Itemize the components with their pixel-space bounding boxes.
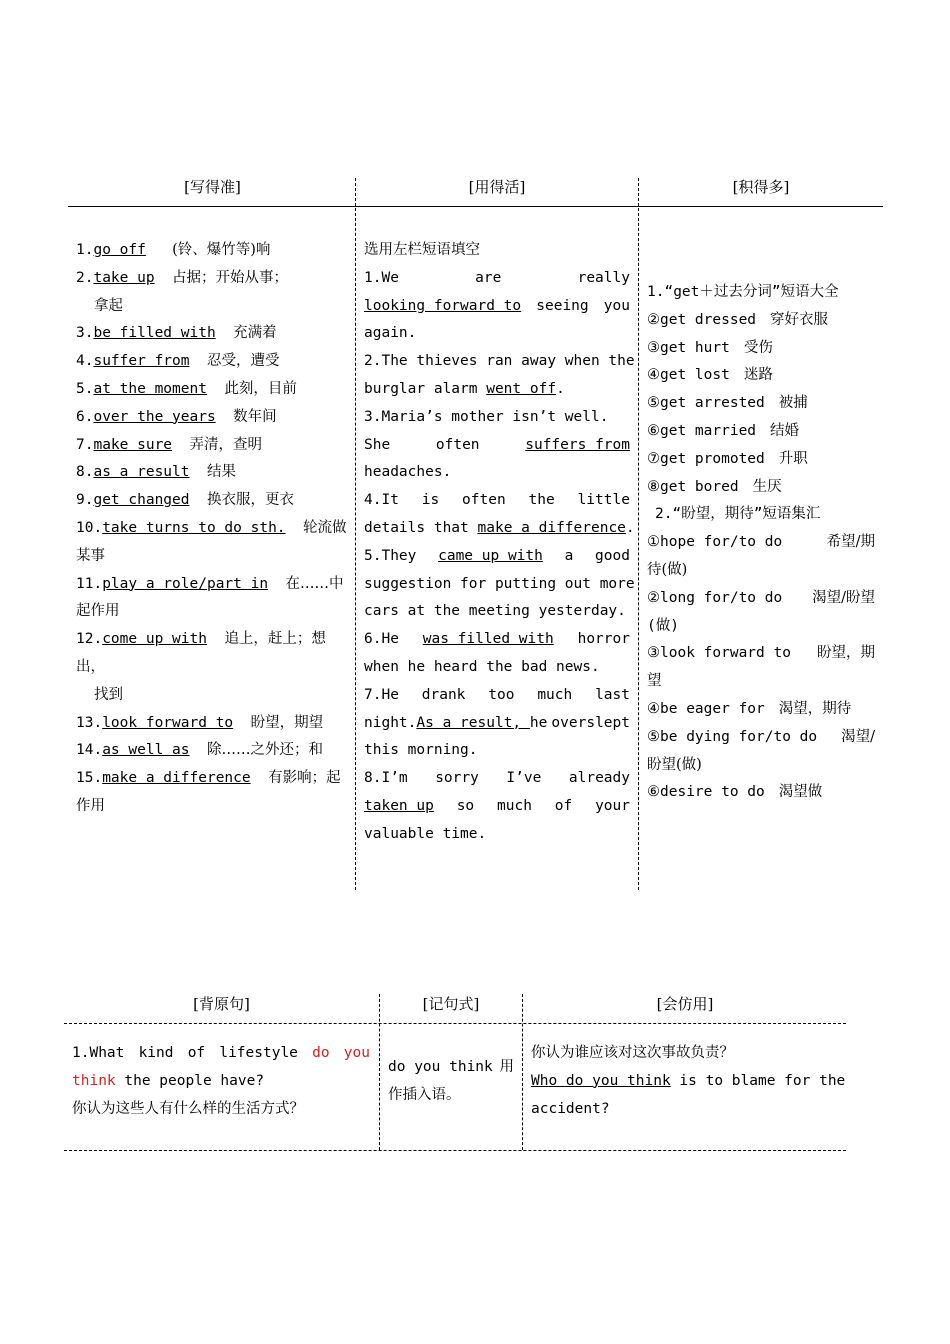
- list-item: 13.look forward to 盼望，期望: [76, 714, 324, 731]
- sentence-1-line-3: again.: [364, 325, 417, 342]
- list-item: 2.take up 占据；开始从事；: [76, 269, 289, 286]
- list-item: 9.get changed 换衣服，更衣: [76, 492, 294, 509]
- header-hui-fang-yong: [会仿用]: [656, 995, 714, 1013]
- list-item: ③get hurt 受伤: [647, 339, 773, 356]
- header-xie-de-zhun: [写得准]: [184, 178, 241, 196]
- imitation-prompt: 你认为谁应该对这次事故负责？: [531, 1045, 734, 1061]
- header-ji-ju-shi: [记句式]: [422, 995, 480, 1013]
- sentence-2-line-1: 2.The thieves ran away when the: [364, 353, 635, 370]
- list-item: 5.at the moment 此刻，目前: [76, 380, 297, 397]
- sentence-3-line-3: headaches.: [364, 464, 452, 481]
- list-item: ⑤get arrested 被捕: [647, 395, 808, 412]
- header-yong-de-huo: [用得活]: [468, 178, 526, 196]
- list-item-cont: 起作用: [76, 603, 120, 620]
- list-item: 4.suffer from 忍受，遭受: [76, 353, 280, 370]
- bottom-divider-2: [522, 994, 523, 1150]
- sentence-1-line-1: 1.We are really: [364, 269, 630, 286]
- list-item: 10.take turns to do sth. 轮流做: [76, 519, 347, 536]
- sentence-2-line-2: burglar alarm went off.: [364, 380, 565, 397]
- top-table-rule: [68, 206, 883, 207]
- list-item-cont: 待(做): [647, 561, 688, 578]
- list-item: 3.be filled with 充满着: [76, 325, 277, 342]
- list-item: 12.come up with 追上，赶上；想: [76, 631, 326, 648]
- sentence-8-line-1: 8.I’m sorry I’ve already: [364, 770, 630, 787]
- sentence-5-line-2: suggestion for putting out more: [364, 575, 635, 592]
- sentence-7-line-1: 7.He drank too much last: [364, 686, 630, 703]
- list-item: ②long for/to do 渴望/盼望: [647, 589, 875, 606]
- phrase-list: [76, 237, 348, 821]
- top-divider-2: [638, 178, 639, 890]
- list-item-cont: 望: [647, 673, 662, 690]
- list-item-cont: 作用: [76, 797, 105, 814]
- list-item: ⑤be dying for/to do 渴望/: [647, 728, 875, 745]
- list-item-cont: (做): [647, 617, 679, 634]
- sentence-line-1: 1.What kind of lifestyle do you: [72, 1045, 370, 1061]
- section-title-expect: 2.“盼望，期待”短语集汇: [655, 506, 821, 523]
- sentence-3-line-1: 3.Maria’s mother isn’t well.: [364, 408, 609, 425]
- section-title-get: 1.“get＋过去分词”短语大全: [647, 284, 839, 300]
- exercise-title: 选用左栏短语填空: [364, 242, 480, 258]
- imitation-sentence: [531, 1040, 846, 1123]
- list-item: ④be eager for 渴望，期待: [647, 700, 852, 717]
- list-item: 15.make a difference 有影响；起: [76, 770, 341, 787]
- bottom-table-rule-top: [64, 1023, 846, 1024]
- sentence-8-line-2: taken up so much of your: [364, 797, 630, 814]
- list-item-cont: 盼望(做): [647, 756, 702, 773]
- list-item: ⑧get bored 生厌: [647, 478, 782, 495]
- pattern-line-1: do you think 用: [388, 1059, 514, 1075]
- list-item: 1.go off (铃、爆竹等)响: [76, 242, 271, 258]
- sentence-pattern: [388, 1054, 514, 1110]
- bottom-table-rule-bottom: [64, 1150, 846, 1151]
- header-ji-de-duo: [积得多]: [732, 178, 790, 196]
- sentence-3-line-2: She often suffers from: [364, 436, 630, 453]
- list-item: 8.as a result 结果: [76, 464, 236, 481]
- imitation-line-2: accident?: [531, 1100, 610, 1117]
- list-item: 11.play a role/part in 在……中: [76, 575, 344, 592]
- imitation-line-1: Who do you think is to blame for the: [531, 1072, 846, 1089]
- list-item: 14.as well as 除……之外还；和: [76, 742, 323, 759]
- exercise-column: [364, 237, 635, 849]
- list-item: ⑥get married 结婚: [647, 422, 800, 439]
- sentence-1-line-2: looking forward to seeing you: [364, 297, 630, 314]
- sentence-6-line-1: 6.He was filled with horror: [364, 631, 630, 648]
- top-divider-1: [355, 178, 356, 890]
- sentence-5-line-3: cars at the meeting yesterday.: [364, 603, 626, 620]
- sentence-4-line-1: 4.It is often the little: [364, 492, 630, 509]
- list-item: ④get lost 迷路: [647, 367, 773, 384]
- accumulate-column: [647, 279, 875, 807]
- sentence-4-line-2: details that make a difference.: [364, 519, 635, 536]
- sentence-7-line-2: night.As a result, he overslept: [364, 714, 630, 731]
- list-item: 6.over the years 数年间: [76, 408, 277, 425]
- header-bei-yuan-ju: [背原句]: [193, 995, 250, 1013]
- bottom-divider-1: [379, 994, 380, 1150]
- list-item-cont: 出，: [76, 658, 105, 675]
- list-item: ③look forward to 盼望，期: [647, 645, 875, 662]
- list-item-cont: 拿起: [94, 297, 123, 314]
- list-item-cont: 某事: [76, 547, 105, 564]
- list-item: ②get dressed 穿好衣服: [647, 311, 829, 328]
- list-item: 7.make sure 弄清，查明: [76, 436, 263, 453]
- sentence-8-line-3: valuable time.: [364, 825, 487, 842]
- list-item-cont: 找到: [94, 686, 123, 703]
- list-item: ①hope for/to do 希望/期: [647, 534, 875, 551]
- sentence-translation: 你认为这些人有什么样的生活方式？: [72, 1100, 304, 1117]
- list-item: ⑦get promoted 升职: [647, 450, 808, 467]
- sentence-6-line-2: when he heard the bad news.: [364, 658, 600, 675]
- sentence-line-2: think the people have?: [72, 1072, 265, 1089]
- list-item: ⑥desire to do 渴望做: [647, 784, 823, 801]
- pattern-line-2: 作插入语。: [388, 1086, 461, 1103]
- original-sentence: [72, 1040, 370, 1123]
- sentence-7-line-3: this morning.: [364, 742, 478, 759]
- sentence-5-line-1: 5.They came up with a good: [364, 547, 630, 564]
